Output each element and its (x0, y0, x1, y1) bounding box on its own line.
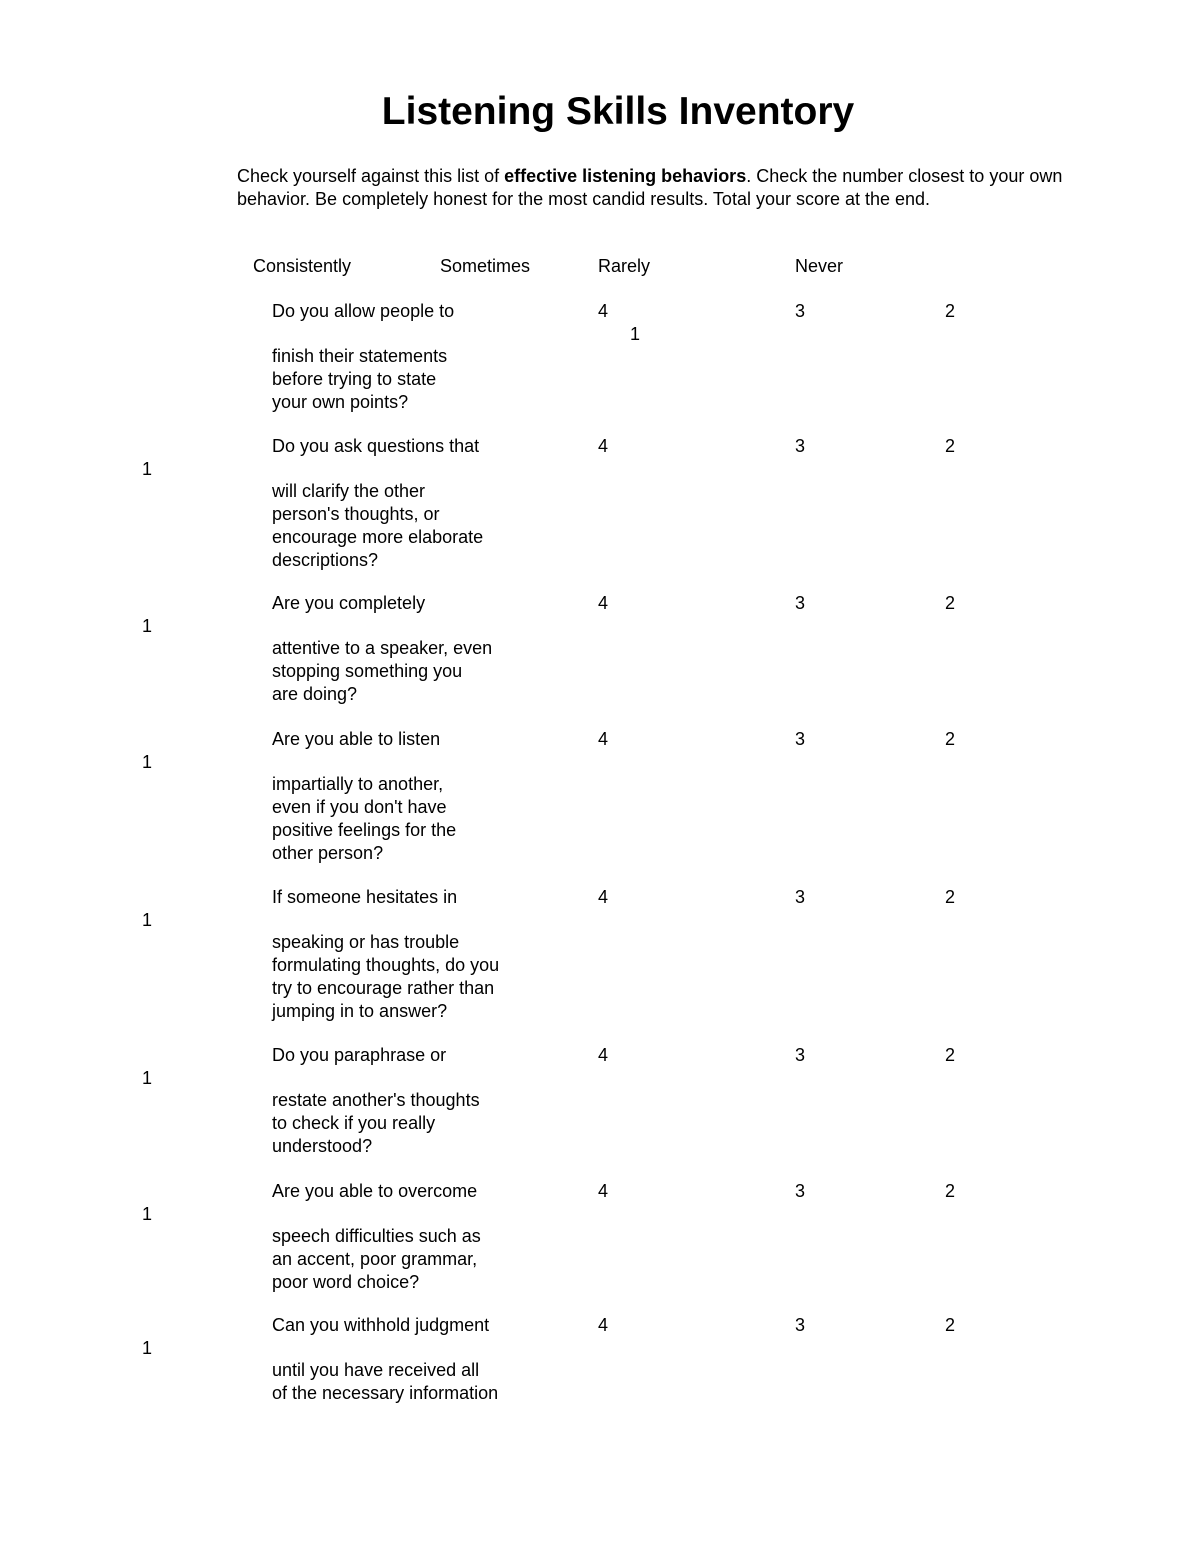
question-line: attentive to a speaker, even (272, 638, 493, 658)
question-line: understood? (272, 1136, 373, 1156)
question-line: poor word choice? (272, 1272, 420, 1292)
score-option-2[interactable]: 2 (945, 729, 956, 749)
scale-label-sometimes: Sometimes (440, 256, 531, 276)
question-line: to check if you really (272, 1113, 436, 1133)
scale-label-consistently: Consistently (253, 256, 352, 276)
score-option-3[interactable]: 3 (795, 1045, 806, 1065)
score-option-4[interactable]: 4 (598, 593, 609, 613)
question-line: jumping in to answer? (272, 1001, 448, 1021)
score-option-4[interactable]: 4 (598, 887, 609, 907)
question-line: are doing? (272, 684, 358, 704)
score-option-3[interactable]: 3 (795, 301, 806, 321)
question-line: stopping something you (272, 661, 463, 681)
score-option-2[interactable]: 2 (945, 1315, 956, 1335)
intro-paragraph (237, 165, 1067, 211)
question-line: positive feelings for the (272, 820, 457, 840)
question-line: If someone hesitates in (272, 887, 458, 907)
score-option-1[interactable]: 1 (142, 459, 153, 479)
score-option-2[interactable]: 2 (945, 887, 956, 907)
scale-label-never: Never (795, 256, 844, 276)
question-line: speaking or has trouble (272, 932, 460, 952)
question-line: descriptions? (272, 550, 379, 570)
score-option-4[interactable]: 4 (598, 436, 609, 456)
score-option-3[interactable]: 3 (795, 887, 806, 907)
question-line: will clarify the other (272, 481, 426, 501)
question-line: even if you don't have (272, 797, 447, 817)
score-option-1[interactable]: 1 (142, 910, 153, 930)
intro-text-before: Check yourself against this list of (237, 166, 505, 186)
question-line: Do you ask questions that (272, 436, 480, 456)
question-line: restate another's thoughts (272, 1090, 480, 1110)
question-line: try to encourage rather than (272, 978, 495, 998)
score-option-4[interactable]: 4 (598, 729, 609, 749)
question-line: encourage more elaborate (272, 527, 484, 547)
score-option-2[interactable]: 2 (945, 301, 956, 321)
question-line: Can you withhold judgment (272, 1315, 490, 1335)
score-option-3[interactable]: 3 (795, 436, 806, 456)
score-option-1[interactable]: 1 (142, 1204, 153, 1224)
question-line: of the necessary information (272, 1383, 499, 1403)
question-line: impartially to another, (272, 774, 444, 794)
score-option-2[interactable]: 2 (945, 593, 956, 613)
score-option-2[interactable]: 2 (945, 436, 956, 456)
score-option-1[interactable]: 1 (630, 324, 641, 344)
scale-label-rarely: Rarely (598, 256, 651, 276)
score-option-3[interactable]: 3 (795, 1315, 806, 1335)
question-line: person's thoughts, or (272, 504, 440, 524)
score-option-1[interactable]: 1 (142, 1068, 153, 1088)
question-line: an accent, poor grammar, (272, 1249, 478, 1269)
question-line: Do you paraphrase or (272, 1045, 447, 1065)
score-option-4[interactable]: 4 (598, 1045, 609, 1065)
question-line: Are you able to overcome (272, 1181, 478, 1201)
question-line: until you have received all (272, 1360, 480, 1380)
question-line: Are you completely (272, 593, 426, 613)
score-option-2[interactable]: 2 (945, 1181, 956, 1201)
score-option-4[interactable]: 4 (598, 1181, 609, 1201)
intro-text-bold: effective listening behaviors (504, 166, 747, 186)
score-option-4[interactable]: 4 (598, 1315, 609, 1335)
score-option-2[interactable]: 2 (945, 1045, 956, 1065)
question-line: speech difficulties such as (272, 1226, 481, 1246)
score-option-4[interactable]: 4 (598, 301, 609, 321)
intro-text-after: . Check the number closest to your own behavior. Be completely honest for the most candid results. Total your score at the end. (237, 166, 1063, 209)
question-line: Are you able to listen (272, 729, 441, 749)
page-title: Listening Skills Inventory (381, 90, 855, 133)
question-line: Do you allow people to (272, 301, 455, 321)
question-line: finish their statements (272, 346, 448, 366)
score-option-1[interactable]: 1 (142, 752, 153, 772)
score-option-1[interactable]: 1 (142, 1338, 153, 1358)
score-option-3[interactable]: 3 (795, 1181, 806, 1201)
score-option-3[interactable]: 3 (795, 593, 806, 613)
score-option-3[interactable]: 3 (795, 729, 806, 749)
question-line: other person? (272, 843, 384, 863)
question-line: formulating thoughts, do you (272, 955, 500, 975)
question-line: your own points? (272, 392, 409, 412)
question-line: before trying to state (272, 369, 437, 389)
score-option-1[interactable]: 1 (142, 616, 153, 636)
